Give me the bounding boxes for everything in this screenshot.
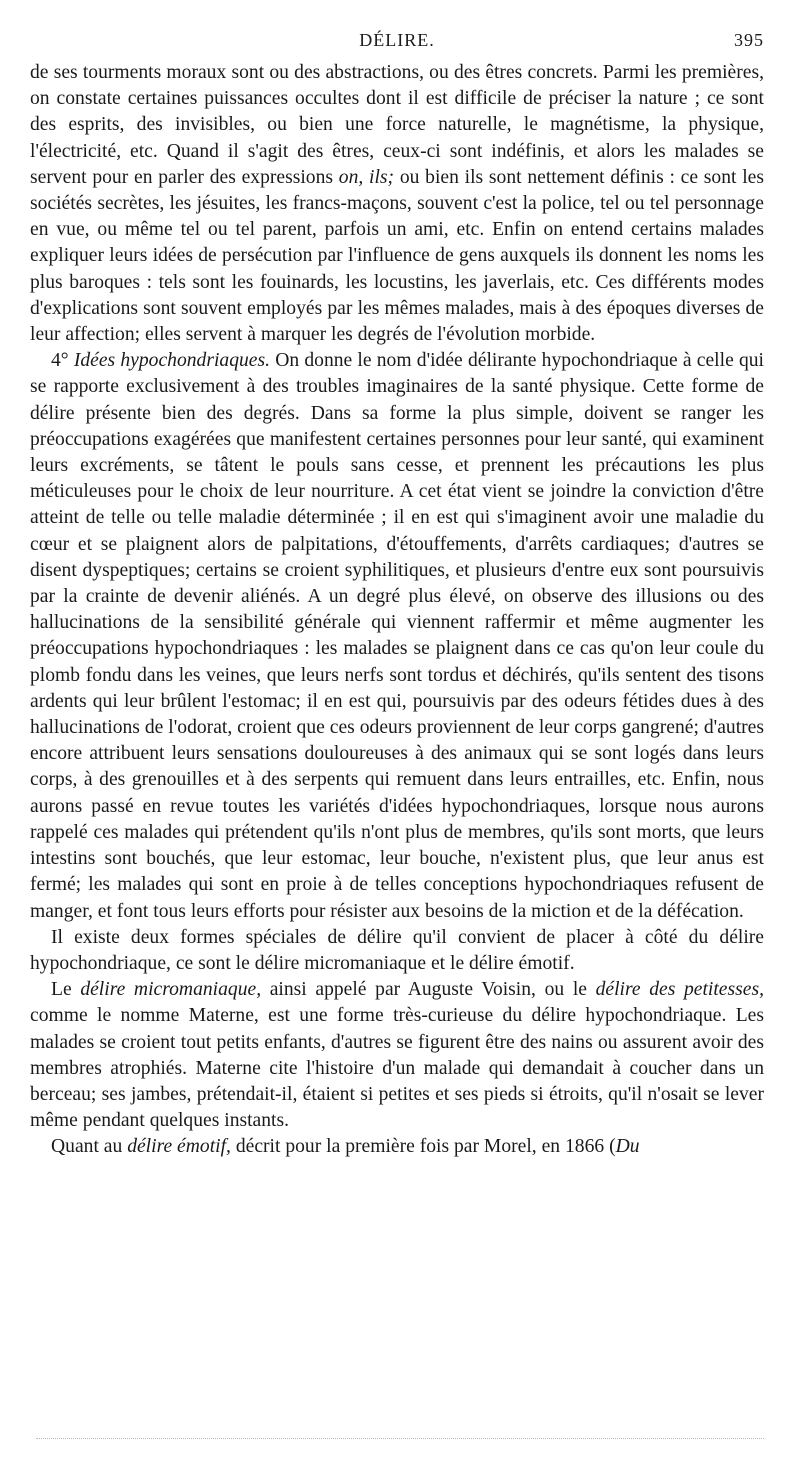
paragraph xyxy=(30,925,764,977)
book-page xyxy=(30,26,764,1161)
text-run: ainsi appelé par Auguste Voisin, ou le xyxy=(261,979,596,1001)
italic-text: délire émotif, xyxy=(127,1136,231,1158)
footer-rule xyxy=(36,1438,764,1439)
text-run: décrit pour la première fois par Morel, en 1866 ( xyxy=(230,1136,616,1158)
text-run: comme le nomme Materne, est une forme très-curieuse du délire hypochondriaque. Les malades se croient tout petits enfants, d'autres se figurent être des nains ou assurent avoir des membres atrophiés. Materne cite l'histoire d'un malade qui demandait à coucher dans un berceau; ses jambes, prétendait-il, étaient si petites et ses pieds si étroits, qu'il n'osait se lever même pendant quelques instants. xyxy=(30,1005,764,1132)
text-run: ou bien ils sont nettement définis : ce sont les sociétés secrètes, les jésuites, les francs-maçons, souvent c'est la police, tel ou tel personnage en vue, ou même tel ou tel parent, parfois un ami, etc. Enfin on entend certains malades expliquer leurs idées de persécution par l'influence de gens auxquels ils donnent les noms les plus baroques : tels sont les fouinards, les locustins, les javerlais, etc. Ces différents modes d'explications sont souvent employés par les mêmes malades, mais à des époques diverses de leur affection; elles servent à marquer les degrés de l'évolution morbide. xyxy=(30,166,764,346)
italic-text: délire micromaniaque, xyxy=(80,979,262,1001)
paragraph xyxy=(30,977,764,1134)
paragraph xyxy=(30,1134,764,1160)
running-title: DÉLIRE. xyxy=(359,30,435,50)
paragraph xyxy=(30,60,764,348)
text-run: Le xyxy=(51,979,81,1001)
paragraph xyxy=(30,348,764,924)
text-run: Quant au xyxy=(51,1136,128,1158)
text-run: 4° xyxy=(51,350,74,372)
running-head xyxy=(30,26,764,60)
body-text xyxy=(30,60,764,1161)
italic-text: Du xyxy=(615,1136,640,1158)
text-run: Il existe deux formes spéciales de délire qu'il convient de placer à côté du délire hypochondriaque, ce sont le délire micromaniaque et le délire émotif. xyxy=(30,926,764,974)
italic-text: Idées hypochondriaques. xyxy=(73,350,271,372)
italic-text: délire des petitesses, xyxy=(595,979,764,1001)
text-run: On donne le nom d'idée délirante hypochondriaque à celle qui se rapporte exclusivement à des troubles imaginaires de la santé physique. Cette forme de délire présente bien des degrés. Dans sa forme la plus simple, doivent se ranger les préoccupations exagérées que manifestent certaines personnes pour leur santé, qui examinent leurs excréments, se tâtent le pouls sans cesse, et prennent les précautions les plus méticuleuses pour le choix de leur nourriture. A cet état vient se joindre la conviction d'être atteint de telle ou telle maladie déterminée ; il en est qui s'imaginent avoir une maladie du cœur et se plaignent alors de palpitations, d'étouffements, d'arrêts cardiaques; d'autres se disent dyspeptiques; certains se croient syphilitiques, et plusieurs d'entre eux sont poursuivis par la crainte de devenir aliénés. A un degré plus élevé, on observe des illusions ou des hallucinations de la sensibilité générale qui viennent raffermir et même augmenter les préoccupations hypochondriaques : les malades se plaignent dans ce cas qu'on leur coule du plomb fondu dans les veines, que leurs nerfs sont tordus et déchirés, qu'ils sentent des tisons ardents qui leur brûlent l'estomac; il en est qui, poursuivis par des odeurs fétides dues à des hallucinations de l'odorat, croient que ces odeurs proviennent de leur corps gangrené; d'autres encore attribuent leurs sensations douloureuses à des animaux qui se sont logés dans leurs corps, à des grenouilles et à des serpents qui remuent dans leurs entrailles, etc. Enfin, nous aurons passé en revue toutes les variétés d'idées hypochondriaques, lorsque nous aurons rappelé ces malades qui prétendent qu'ils n'ont plus de membres, qu'ils sont morts, que leurs intestins sont bouchés, que leur estomac, leur bouche, n'existent plus, que leur anus est fermé; les malades qui sont en proie à de telles conceptions hypochondriaques refusent de manger, et font tous leurs efforts pour résister aux besoins de la miction et de la défécation. xyxy=(30,350,765,922)
italic-text: on, ils; xyxy=(338,166,395,188)
text-run: de ses tourments moraux sont ou des abstractions, ou des êtres concrets. Parmi les premières, on constate certaines puissances occultes dont il est difficile de préciser la nature ; ce sont des esprits, des invisibles, ou bien une force naturelle, le magnétisme, la physique, l'électricité, etc. Quand il s'agit des êtres, ceux-ci sont indéfinis, et alors les malades se servent pour en parler des expressions xyxy=(30,62,764,188)
page-number: 395 xyxy=(734,30,764,50)
